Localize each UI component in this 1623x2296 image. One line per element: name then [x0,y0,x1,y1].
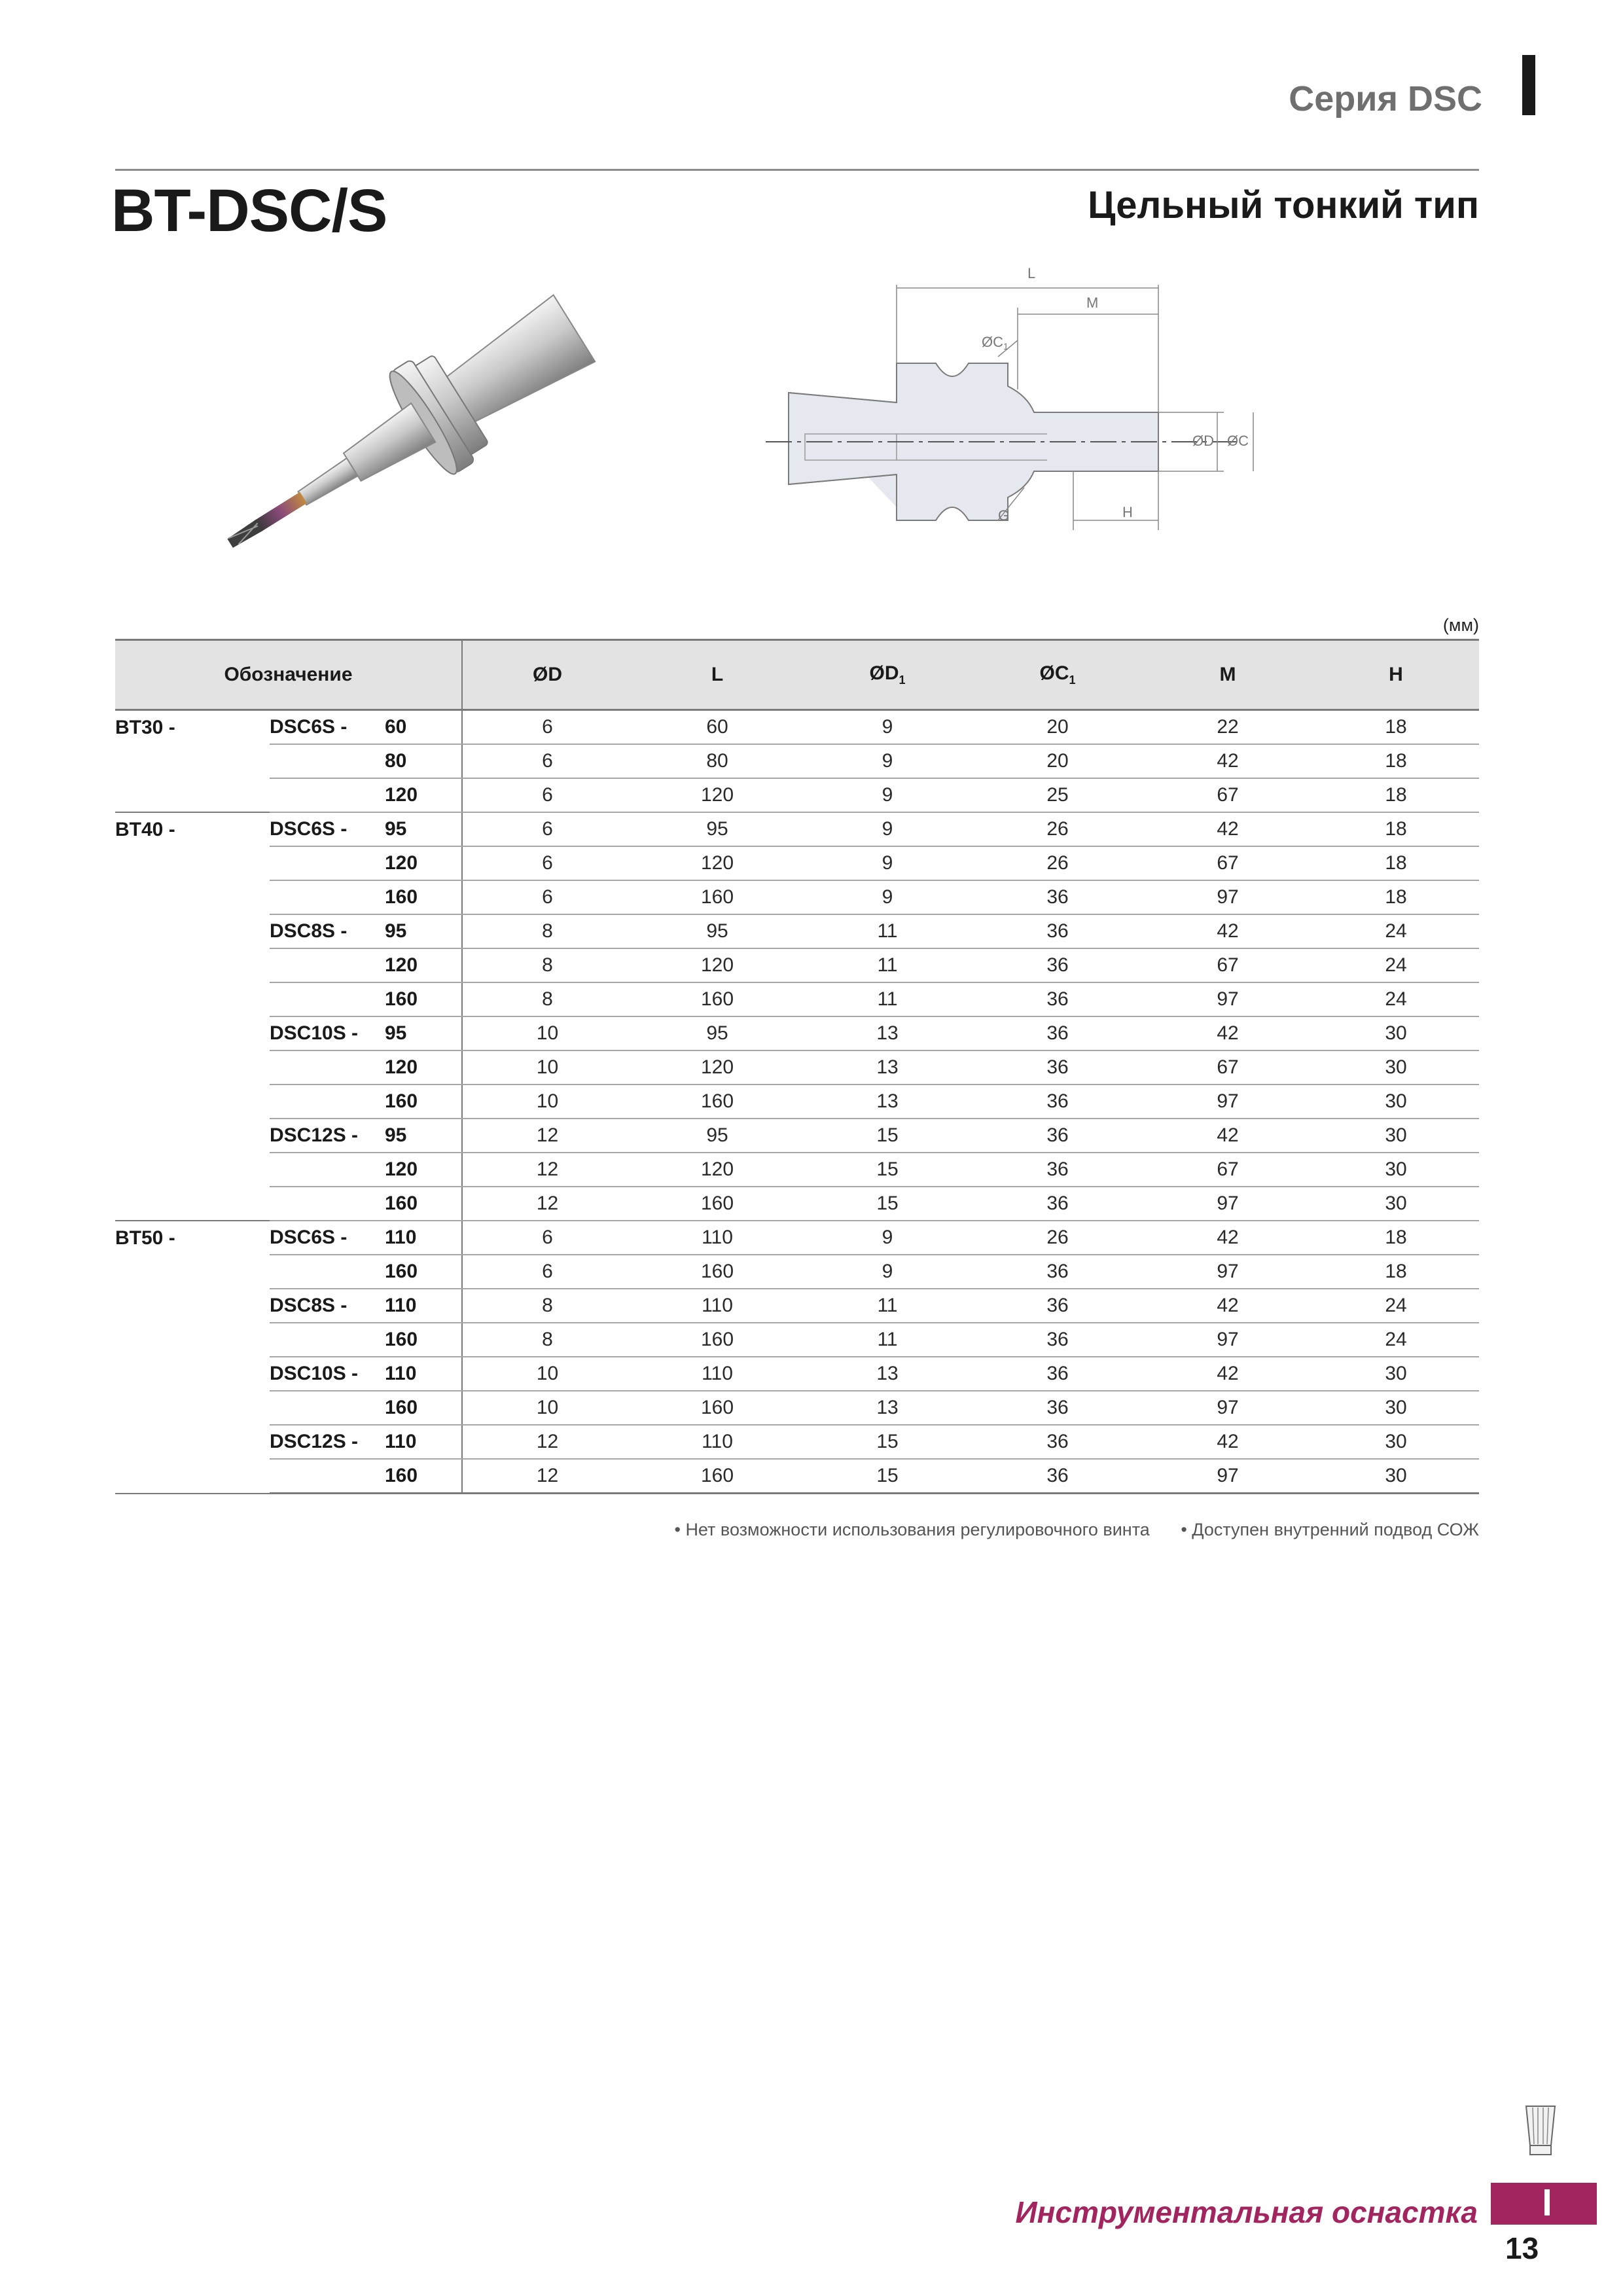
cell-c1: 36 [972,1357,1143,1391]
table-row [115,1459,1479,1494]
cell-len: 60 [385,710,462,745]
cell-d1: 9 [802,812,972,846]
cell-group [115,982,270,1016]
column-header-c1: $ØC_1$ [972,640,1143,710]
cell-m: 42 [1143,744,1313,778]
cell-d1: 15 [802,1459,972,1494]
cell-h: 18 [1313,1255,1479,1289]
cell-h: 30 [1313,1357,1479,1391]
cell-h: 18 [1313,880,1479,914]
footnotes [648,1520,1479,1540]
cell-len: 110 [385,1289,462,1323]
table-header-row [115,640,1479,710]
cell-l: 95 [632,1119,802,1153]
cell-d1: 15 [802,1425,972,1459]
cell-l: 160 [632,1459,802,1494]
cell-d: 12 [462,1153,632,1187]
cell-group [115,1425,270,1459]
cell-h: 30 [1313,1016,1479,1050]
cell-d: 6 [462,778,632,812]
cell-c1: 36 [972,914,1143,948]
cell-m: 67 [1143,846,1313,880]
cell-d: 6 [462,1221,632,1255]
cell-len: 120 [385,778,462,812]
cell-sub [270,1050,385,1085]
cell-len: 120 [385,1050,462,1085]
cell-sub [270,1153,385,1187]
cell-sub: DSC10S - [270,1016,385,1050]
cell-m: 97 [1143,1391,1313,1425]
cell-m: 42 [1143,1016,1313,1050]
table-row [115,1119,1479,1153]
cell-group [115,1323,270,1357]
table-row [115,1255,1479,1289]
cell-group [115,1357,270,1391]
cell-group [115,1050,270,1085]
cell-l: 110 [632,1425,802,1459]
dimension-schematic [766,259,1400,556]
cell-m: 42 [1143,1119,1313,1153]
cell-c1: 26 [972,812,1143,846]
footnote-no-adjust-screw: • Нет возможности использования регулировочного винта [674,1520,1150,1539]
cell-m: 97 [1143,1255,1313,1289]
column-header-m: M [1143,640,1313,710]
cell-len: 160 [385,1391,462,1425]
table-row [115,948,1479,982]
cell-len: 95 [385,1119,462,1153]
cell-len: 80 [385,744,462,778]
svg-text:L: L [1027,265,1036,281]
cell-d: 6 [462,1255,632,1289]
svg-text:ØC1: ØC1 [982,334,1008,351]
cell-sub: DSC12S - [270,1425,385,1459]
cell-c1: 36 [972,1085,1143,1119]
cell-c1: 36 [972,1323,1143,1357]
cell-len: 160 [385,982,462,1016]
cell-d: 12 [462,1425,632,1459]
cell-d: 10 [462,1085,632,1119]
cell-len: 160 [385,1255,462,1289]
cell-c1: 36 [972,880,1143,914]
cell-sub [270,1085,385,1119]
cell-d: 10 [462,1016,632,1050]
cell-sub [270,948,385,982]
cell-d: 6 [462,880,632,914]
cell-m: 42 [1143,1221,1313,1255]
cell-c1: 36 [972,1119,1143,1153]
cell-d: 6 [462,710,632,745]
cell-d1: 13 [802,1391,972,1425]
svg-text:ØC: ØC [1227,433,1249,449]
cell-l: 120 [632,1050,802,1085]
cell-h: 18 [1313,1221,1479,1255]
cell-len: 120 [385,1153,462,1187]
table-row [115,880,1479,914]
cell-l: 160 [632,1323,802,1357]
cell-d1: 9 [802,710,972,745]
table-row [115,1357,1479,1391]
cell-d: 12 [462,1459,632,1494]
svg-text:G: G [998,507,1010,524]
cell-m: 42 [1143,1357,1313,1391]
cell-d1: 11 [802,914,972,948]
table-row [115,1425,1479,1459]
cell-m: 97 [1143,880,1313,914]
cell-h: 24 [1313,1323,1479,1357]
table-row [115,1187,1479,1221]
cell-group: BT50 - [115,1221,270,1255]
cell-l: 120 [632,948,802,982]
cell-sub [270,1323,385,1357]
table-row [115,1153,1479,1187]
cell-d1: 13 [802,1016,972,1050]
svg-text:ØD: ØD [1192,433,1214,449]
column-header-d: ØD [462,640,632,710]
cell-d: 6 [462,744,632,778]
cell-sub [270,1459,385,1494]
svg-text:M: M [1086,295,1099,311]
cell-l: 120 [632,778,802,812]
cell-m: 22 [1143,710,1313,745]
cell-sub [270,1255,385,1289]
cell-sub [270,744,385,778]
cell-group [115,948,270,982]
cell-d1: 11 [802,1323,972,1357]
footnote-coolant: • Доступен внутренний подвод СОЖ [1181,1520,1479,1539]
tool-holder-photo [183,275,654,576]
cell-d: 8 [462,1289,632,1323]
table-row [115,1391,1479,1425]
cell-d1: 9 [802,1221,972,1255]
cell-d: 6 [462,812,632,846]
cell-m: 67 [1143,778,1313,812]
cell-m: 97 [1143,1187,1313,1221]
column-header-h: H [1313,640,1479,710]
cell-len: 160 [385,1187,462,1221]
page-subtitle: Цельный тонкий тип [1088,184,1479,226]
cell-l: 110 [632,1221,802,1255]
cell-group [115,1187,270,1221]
cell-sub: DSC8S - [270,1289,385,1323]
cell-group [115,1391,270,1425]
series-marker-bar [1522,55,1535,115]
cell-d1: 9 [802,778,972,812]
cell-group [115,744,270,778]
cell-c1: 26 [972,846,1143,880]
cell-m: 97 [1143,1459,1313,1494]
cell-group [115,1085,270,1119]
cell-d1: 13 [802,1357,972,1391]
header-divider [115,169,1479,171]
cell-h: 24 [1313,982,1479,1016]
cell-h: 30 [1313,1425,1479,1459]
cell-c1: 36 [972,1050,1143,1085]
cell-c1: 25 [972,778,1143,812]
cell-l: 95 [632,914,802,948]
cell-sub [270,846,385,880]
table-row [115,1085,1479,1119]
column-header-d1: $ØD_1$ [802,640,972,710]
cell-d1: 9 [802,880,972,914]
cell-c1: 36 [972,948,1143,982]
cell-l: 160 [632,1255,802,1289]
cell-m: 97 [1143,1323,1313,1357]
page-number: 13 [1505,2231,1539,2265]
cell-d1: 13 [802,1050,972,1085]
cell-d: 8 [462,1323,632,1357]
cell-m: 67 [1143,1153,1313,1187]
cell-d1: 9 [802,744,972,778]
cell-sub: DSC10S - [270,1357,385,1391]
cell-group [115,1016,270,1050]
table-row [115,1221,1479,1255]
cell-h: 24 [1313,1289,1479,1323]
cell-len: 95 [385,812,462,846]
column-header-designation: Обозначение [115,640,462,710]
cell-sub: DSC6S - [270,1221,385,1255]
cell-d: 10 [462,1357,632,1391]
cell-group [115,778,270,812]
cell-len: 95 [385,914,462,948]
cell-m: 97 [1143,1085,1313,1119]
cell-m: 97 [1143,982,1313,1016]
cell-group: BT30 - [115,710,270,745]
cell-l: 80 [632,744,802,778]
cell-l: 160 [632,880,802,914]
cell-h: 30 [1313,1085,1479,1119]
cell-h: 18 [1313,744,1479,778]
footer-section-tab [1491,2183,1597,2225]
cell-h: 18 [1313,846,1479,880]
cell-d: 8 [462,914,632,948]
cell-d1: 11 [802,948,972,982]
table-row [115,914,1479,948]
cell-sub: DSC6S - [270,710,385,745]
cell-l: 110 [632,1289,802,1323]
cell-group [115,1153,270,1187]
cell-sub: DSC12S - [270,1119,385,1153]
cell-group [115,914,270,948]
cell-d1: 15 [802,1119,972,1153]
cell-l: 160 [632,1085,802,1119]
cell-d: 6 [462,846,632,880]
cell-d: 8 [462,982,632,1016]
cell-m: 42 [1143,914,1313,948]
cell-h: 24 [1313,914,1479,948]
cell-l: 160 [632,1187,802,1221]
cell-c1: 36 [972,1153,1143,1187]
cell-d: 10 [462,1050,632,1085]
cell-h: 30 [1313,1050,1479,1085]
table-row [115,846,1479,880]
cell-len: 95 [385,1016,462,1050]
cell-group [115,1255,270,1289]
cell-h: 18 [1313,710,1479,745]
table-row [115,1323,1479,1357]
cell-sub [270,880,385,914]
cell-l: 120 [632,846,802,880]
table-row [115,1016,1479,1050]
cell-group [115,1119,270,1153]
cell-c1: 36 [972,1391,1143,1425]
cell-d1: 15 [802,1153,972,1187]
cell-sub: DSC8S - [270,914,385,948]
cell-group [115,1289,270,1323]
cell-sub [270,982,385,1016]
collet-icon [1521,2100,1560,2159]
cell-d1: 9 [802,1255,972,1289]
cell-d: 12 [462,1119,632,1153]
cell-d: 8 [462,948,632,982]
cell-d1: 11 [802,1289,972,1323]
cell-m: 42 [1143,1289,1313,1323]
cell-c1: 36 [972,1289,1143,1323]
cell-h: 18 [1313,778,1479,812]
cell-len: 160 [385,880,462,914]
cell-h: 30 [1313,1119,1479,1153]
cell-l: 160 [632,1391,802,1425]
cell-len: 160 [385,1323,462,1357]
cell-l: 120 [632,1153,802,1187]
page-title: BT-DSC/S [111,177,387,244]
cell-d1: 9 [802,846,972,880]
spec-table [115,639,1479,1494]
table-row [115,1289,1479,1323]
cell-len: 120 [385,846,462,880]
table-row [115,982,1479,1016]
table-row [115,1050,1479,1085]
cell-c1: 26 [972,1221,1143,1255]
cell-m: 42 [1143,1425,1313,1459]
table-row [115,710,1479,745]
cell-len: 120 [385,948,462,982]
cell-h: 30 [1313,1187,1479,1221]
cell-l: 60 [632,710,802,745]
cell-l: 95 [632,812,802,846]
cell-m: 67 [1143,1050,1313,1085]
cell-len: 160 [385,1085,462,1119]
cell-group [115,880,270,914]
cell-h: 30 [1313,1459,1479,1494]
cell-h: 24 [1313,948,1479,982]
cell-c1: 36 [972,982,1143,1016]
footer-tab-marker [1544,2189,1550,2215]
cell-c1: 20 [972,744,1143,778]
units-label: (мм) [1442,615,1479,635]
cell-len: 110 [385,1357,462,1391]
table-row [115,744,1479,778]
cell-group [115,846,270,880]
cell-d1: 11 [802,982,972,1016]
cell-m: 67 [1143,948,1313,982]
cell-c1: 36 [972,1255,1143,1289]
cell-sub [270,1391,385,1425]
column-header-l: L [632,640,802,710]
cell-c1: 36 [972,1187,1143,1221]
cell-sub: DSC6S - [270,812,385,846]
cell-c1: 20 [972,710,1143,745]
cell-m: 42 [1143,812,1313,846]
cell-h: 18 [1313,812,1479,846]
cell-c1: 36 [972,1016,1143,1050]
cell-h: 30 [1313,1391,1479,1425]
cell-l: 95 [632,1016,802,1050]
cell-d: 10 [462,1391,632,1425]
cell-sub [270,1187,385,1221]
cell-l: 160 [632,982,802,1016]
cell-d1: 13 [802,1085,972,1119]
cell-l: 110 [632,1357,802,1391]
cell-c1: 36 [972,1459,1143,1494]
cell-group [115,1459,270,1494]
table-row [115,812,1479,846]
footer-section-label: Инструментальная оснастка [1015,2195,1478,2229]
cell-c1: 36 [972,1425,1143,1459]
cell-len: 110 [385,1425,462,1459]
svg-text:H: H [1122,504,1133,520]
cell-d1: 15 [802,1187,972,1221]
cell-len: 160 [385,1459,462,1494]
series-title: Серия DSC [1289,79,1482,118]
table-row [115,778,1479,812]
cell-group: BT40 - [115,812,270,846]
cell-h: 30 [1313,1153,1479,1187]
cell-len: 110 [385,1221,462,1255]
cell-sub [270,778,385,812]
cell-d: 12 [462,1187,632,1221]
